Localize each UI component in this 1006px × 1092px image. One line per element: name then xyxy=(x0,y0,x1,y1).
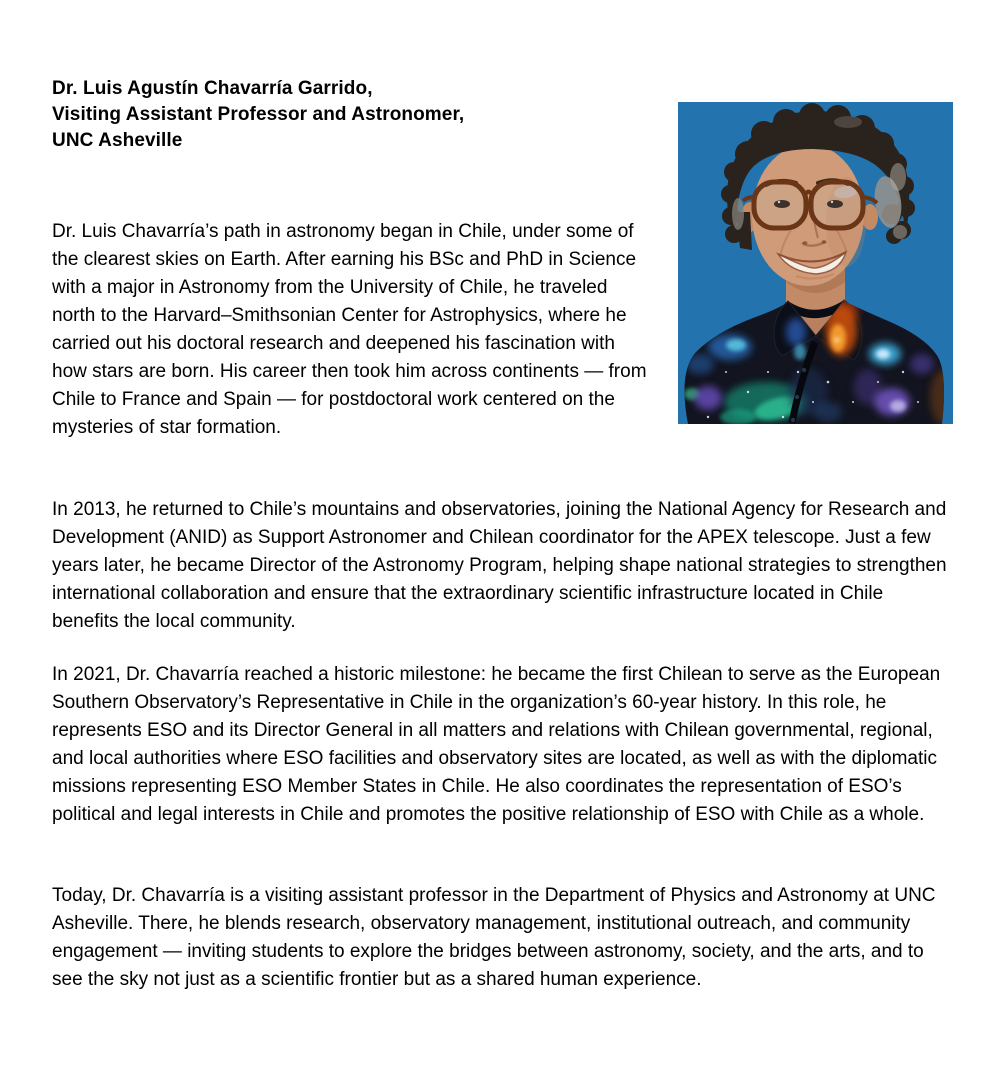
bio-header xyxy=(52,76,464,154)
person-title: Visiting Assistant Professor and Astronomer, xyxy=(52,104,465,125)
portrait-photo xyxy=(678,102,953,424)
bio-paragraph-eso: In 2021, Dr. Chavarría reached a historic milestone: he became the first Chilean to serve as the European Southern Observatory’s Representative in Chile in the organization’s 60-year history. In this role, he represents ESO and its Director General in all matters and relations with Chilean governmental, regional, and local authorities where ESO facilities and observatory sites are located, as well as with the diplomatic missions representing ESO Member States in Chile. He also coordinates the representation of ESO’s political and legal interests in Chile and promotes the positive relationship of ESO with Chile as a whole. xyxy=(52,664,941,825)
bio-paragraph-anid: In 2013, he returned to Chile’s mountains and observatories, joining the National Agency for Research and Development (ANID) as Support Astronomer and Chilean coordinator for the APEX telescope. Just a few years later, he became Director of the Astronomy Program, helping shape national strategies to strengthen international collaboration and ensure that the extraordinary scientific infrastructure located in Chile benefits the local community. xyxy=(52,499,947,632)
bio-paragraph-early-career: Dr. Luis Chavarría’s path in astronomy began in Chile, under some of the clearest skies on Earth. After earning his BSc and PhD in Science with a major in Astronomy from the University of Chile, he traveled north to the Harvard–Smithsonian Center for Astrophysics, where he carried out his doctoral research and deepened his fascination with how stars are born. His career then took him across continents — from Chile to France and Spain — for postdoctoral work centered on the mysteries of star formation. xyxy=(52,221,647,438)
person-name: Dr. Luis Agustín Chavarría Garrido, xyxy=(52,78,373,99)
person-institution: UNC Asheville xyxy=(52,130,183,151)
bio-paragraph-unc-asheville: Today, Dr. Chavarría is a visiting assistant professor in the Department of Physics and Astronomy at UNC Asheville. There, he blends research, observatory management, institutional outreach, and community engagement — inviting students to explore the bridges between astronomy, society, and the arts, and to see the sky not just as a scientific frontier but as a shared human experience. xyxy=(52,885,936,990)
